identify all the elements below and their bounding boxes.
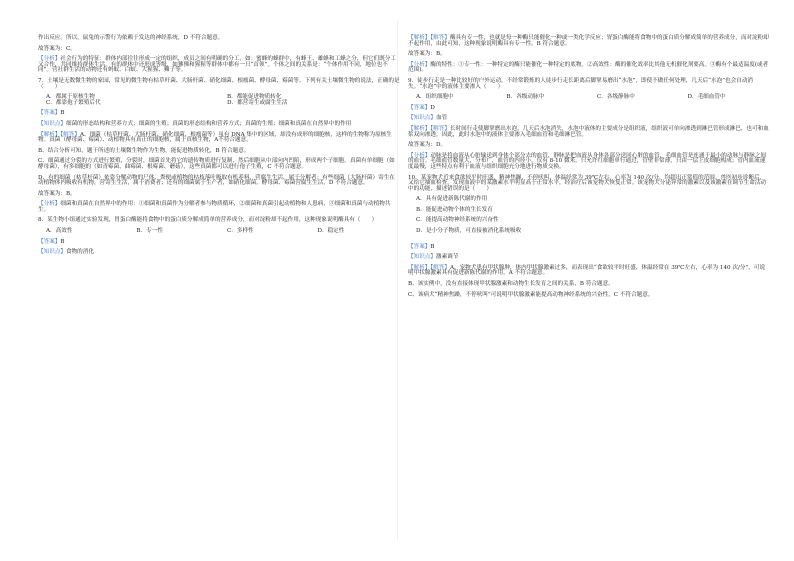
answer: 【答案】D <box>408 104 435 111</box>
explanation-b: B、该实例中，没有直接体现甲状腺激素和动物生长发育之间的关系，B 符合题意。 <box>408 281 614 288</box>
option-a: A．都属于原核生物 <box>46 94 95 101</box>
question-7-options <box>38 95 400 106</box>
analysis: 【分析】细菌和真菌在自然界中的作用：①细菌和真菌作为分解者参与物质循环，②细菌和真菌引起动植物和人患病，③细菌和真菌与动植物共生。 <box>38 201 391 213</box>
explanation-c: C、该病犬“精神焦躁，不停吠叫”可说明甲状腺激素能提高动物神经系统的兴奋性，C 不符合题意。 <box>408 291 654 298</box>
explanation-b: B、结合分析可知，题干所述的土壤微生物作为生物，能促进物质转化，B 符合题意。 <box>38 147 250 154</box>
paragraph: 作出反应。所以，鼠兔的示警行为依赖于发达的神经系统，D 不符合题意。 <box>38 35 224 41</box>
analysis: 【分析】社会行为的特征：群体内部往往形成一定的组织，成员之间有明确的分工，如：蜜蜂的蜂群中，有蜂王、雄蜂和工蜂之分，但它们既分工又合作，共同维持群体生活。有的群体中还形成等级，如狒狒和猩猩等群体中都有一只“首领”。个体之间的关系是：“个体作用不同，地位也不同”。营社群生活的动物还有蚂蚁、白蚁、大猩猩、狮子等。 <box>38 56 397 74</box>
explanation-d: D、有的细菌（枯草杆菌）依靠分解动物的尸体、粪便或植物的枯枝落叶吸取有机养料，营腐生生活，属于分解者；有些细菌（大肠杆菌）寄生在动植物体内吸收有机物，营寄生生活，属于消费者；还有的细菌属于生产者，如硝化细菌。酵母菌、霉菌营腐生生活，D 不符合题意。 <box>38 174 395 187</box>
answer-summary: 故答案为：B。 <box>38 190 76 197</box>
question-10-options <box>408 197 770 239</box>
explanation: 【解析】【解答】酶具有专一性，也就是每一种酶只能催化一种或一类化学反应；胃蛋白酶能将食物中的蛋白质分解成简单的营养成分，而对淀粉却不起作用，由此可知，这种现象说明酶具有专一性，B 符合题意。 <box>408 35 769 47</box>
option-b: B．都能促进物质转化 <box>227 94 282 101</box>
analysis: 【分析】动脉是将血液从心脏输送到身体个部分去的血管，静脉是把血液从身体各部分送回心脏的血管，毛细血管是连通于最小的动脉与静脉之间的血管。毛细血管数量大，分布广，血管的内径小，仅有 8-10 微米，只允许红细胞单行通过，管壁非常薄，只由一层上皮细胞构成；管内血流速度最慢，这些特点有利于血液与组织细胞充分地进行物质交换。 <box>408 152 767 170</box>
question-9: 9．徒步行走是一种比较好的户外运动，不经常锻炼的人徒步行走长距离后脚掌易磨出“水泡”，即使不做任何处理，几天后“水泡”也会自动消失。“水泡”中的液体主要渗入（ ） <box>408 77 754 90</box>
question-8-options <box>38 229 400 235</box>
option-c: C．都靠孢子繁殖后代 <box>46 99 101 106</box>
option-a: A．具有促进新陈代谢的作用 <box>416 196 488 203</box>
option-c: C．多样性 <box>227 228 254 235</box>
question-10: 10．某宠物犬近来食欲较平时旺盛，精神焦躁，不停吠叫，体温经常为 39℃左右，心率为 140 次/分，均超出正常值的范围。兽医初步诊断后，又给它抽血检查，发现血液中的某激素水平明显高于正常水平，经治疗后该宠物犬恢复正常。该宠物犬分泌异常的激素以及该激素在调节生命活动中的功能，描述错误的是（ ） <box>408 174 767 192</box>
option-a: A．组织细胞中 <box>416 94 454 101</box>
option-c: C．各级静脉中 <box>597 94 635 101</box>
answer-summary: 故答案为：D。 <box>408 142 447 149</box>
option-c: C．能提高动物神经系统的兴奋性 <box>416 217 499 224</box>
knowledge-point: 【知识点】激素调节 <box>408 254 459 261</box>
answer: 【答案】B <box>38 110 65 117</box>
knowledge-point: 【知识点】血管 <box>408 115 448 122</box>
answer-summary: 故答案为：C。 <box>38 45 76 52</box>
knowledge-point: 【知识点】细菌的形态结构和营养方式；细菌的生殖；真菌的形态结构和营养方式；真菌的生殖；细菌和真菌在自然界中的作用 <box>38 120 352 127</box>
explanation: 【解析】【解答】长时间行走使脚掌磨出水泡，几天后水泡消失，水泡中液体的主要成分是组织液，组织液可单向渗透到淋巴管形成淋巴，也可和血浆双向渗透。因此，此时水泡中的液体主要渗入毛细血管和毛细淋巴管。 <box>408 125 769 138</box>
analysis-tag: 【分析】 <box>38 56 61 63</box>
answer-summary: 故答案为：B。 <box>408 51 446 58</box>
left-column <box>38 36 400 261</box>
option-d: D．稳定性 <box>317 228 345 235</box>
option-d: D．毛细血管中 <box>687 94 726 101</box>
option-a: A．高效性 <box>46 228 73 235</box>
option-b: B．能促进动物个体的生长发育 <box>416 206 493 213</box>
explanation: 【解析】【解答】A、宠物犬患有甲状腺肿，体内甲状腺激素过多，而表现出“食欲较平时旺盛，体温经常在 39℃左右，心率为 140 次/分”，可说明甲状腺激素具有促进新陈代谢的作用，A 不符合题意。 <box>408 264 766 277</box>
question-7: 7．土壤是无数微生物的家园，常见的微生物有枯草杆菌、大肠杆菌、硝化细菌、根瘤菌、酵母菌、霉菌等。下列有关土壤微生物的说法，正确的是（ ） <box>38 77 400 90</box>
knowledge-point: 【知识点】食物的消化 <box>38 249 94 256</box>
answer: 【答案】B <box>38 238 65 245</box>
question-9-options <box>408 95 770 101</box>
option-d: D．都营寄生或腐生生活 <box>227 99 288 106</box>
option-d: D．是小分子物质，可直接被消化系统吸收 <box>416 228 522 235</box>
option-b: B．专一性 <box>136 228 163 235</box>
analysis: 【分析】酶的特性：①专一性：一种特定的酶只能催化一种特定的底物。②高效性：酶的催化效率比其他无机催化剂要高。③酶有个最适温度(或者范围)。 <box>408 61 769 74</box>
answer: 【答案】B <box>408 243 435 250</box>
option-b: B．各级动脉中 <box>506 94 545 101</box>
right-column <box>408 36 770 303</box>
explanation: 【解析】【解答】A、细菌（枯草杆菌、大肠杆菌、硝化细菌、根瘤菌等）虽有 DNA 集中的区域，却没有成形的细胞核，这样的生物称为原核生物。真菌（酵母菌、霉菌）、动植物具有真正的细胞核，属于真核生物，A不符合题意。 <box>38 131 392 144</box>
question-8: 8．某生物小组通过实验发现，胃蛋白酶能将食物中的蛋白质分解成简单的营养成分，而对淀粉却不起作用，这种现象说明酶具有（ ） <box>38 217 378 224</box>
explanation-c: C、细菌通过分裂的方式进行繁殖，分裂时，细菌首先将它的遗传物质进行复制，然后细胞从中部向内凹陷，形成两个子细胞。真菌有单细胞（如酵母菌），有多细胞的（如青霉菌、曲霉菌、根霉菌、蘑菇），这些真菌都可以进行孢子生殖，C 不符合题意。 <box>38 158 395 170</box>
